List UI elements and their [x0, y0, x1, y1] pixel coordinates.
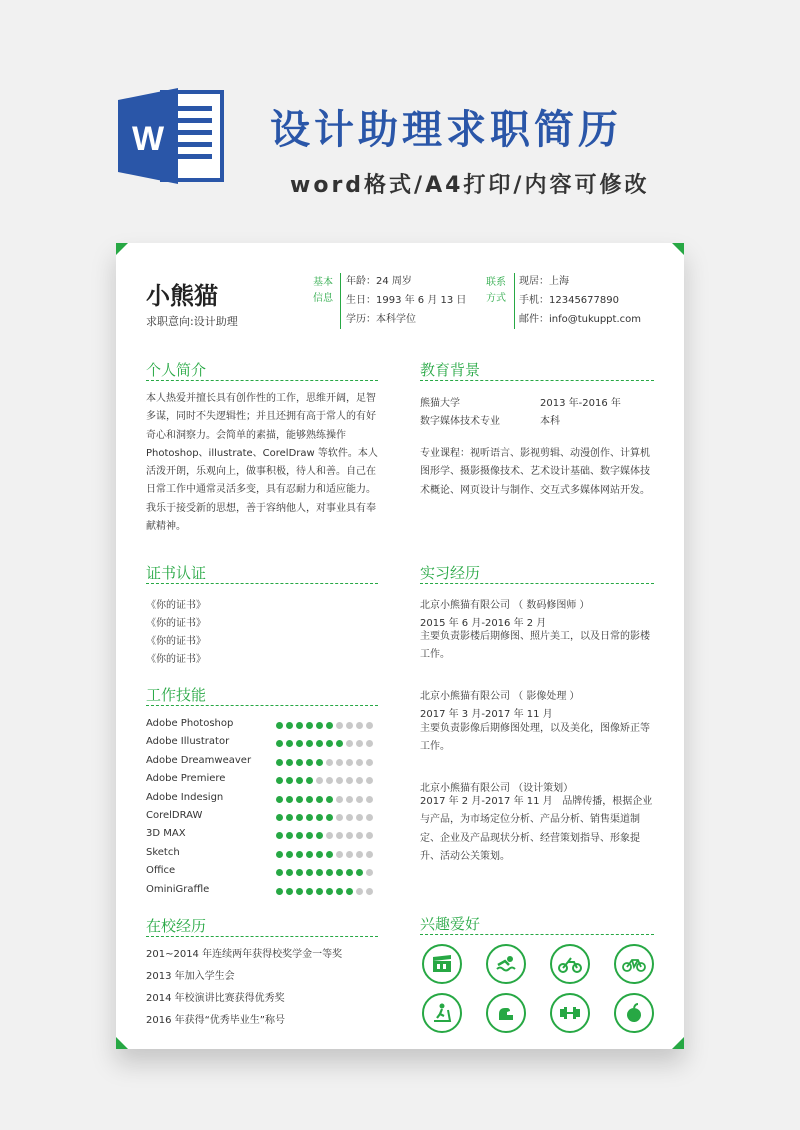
- skill-level-dot: [296, 888, 303, 895]
- skill-level-dot: [306, 851, 313, 858]
- candidate-name: 小熊猫: [146, 282, 218, 310]
- skill-level-dot: [306, 869, 313, 876]
- skill-level-dot: [316, 796, 323, 803]
- skill-level-dot: [366, 869, 373, 876]
- skill-level-dot: [326, 869, 333, 876]
- skill-level-dots: [276, 759, 373, 766]
- skill-level-dot: [356, 740, 363, 747]
- section-title-skills: 工作技能: [146, 686, 207, 704]
- treadmill-icon: [422, 993, 462, 1033]
- skill-level-dot: [286, 777, 293, 784]
- skill-level-dot: [276, 888, 283, 895]
- skill-level-dot: [346, 851, 353, 858]
- skill-level-dot: [336, 832, 343, 839]
- skill-name: Adobe Illustrator: [146, 736, 230, 748]
- skill-level-dot: [276, 869, 283, 876]
- cert-item: 《你的证书》: [146, 636, 206, 647]
- skill-level-dots: [276, 722, 373, 729]
- skill-level-dot: [316, 888, 323, 895]
- contact-tag: 联系 方式: [486, 277, 506, 304]
- skill-level-dot: [316, 869, 323, 876]
- skill-level-dot: [316, 722, 323, 729]
- section-divider: [420, 380, 654, 381]
- skill-level-dot: [346, 777, 353, 784]
- basic-info: 年龄：24 周岁 生日：1993 年 6 月 13 日 学历：本科学位: [346, 276, 467, 325]
- skill-name: Office: [146, 865, 176, 877]
- skill-level-dot: [356, 888, 363, 895]
- skill-level-dot: [286, 722, 293, 729]
- skill-level-dot: [326, 851, 333, 858]
- swimming-icon: [486, 944, 526, 984]
- divider: [340, 273, 341, 329]
- skill-level-dot: [366, 851, 373, 858]
- skill-level-dot: [306, 740, 313, 747]
- skill-name: Adobe Dreamweaver: [146, 754, 252, 766]
- skill-level-dot: [296, 777, 303, 784]
- skill-level-dot: [286, 888, 293, 895]
- motorbike-icon: [550, 944, 590, 984]
- skill-level-dot: [276, 740, 283, 747]
- skill-level-dot: [306, 832, 313, 839]
- skill-level-dot: [296, 740, 303, 747]
- bicycle-icon: [614, 944, 654, 984]
- intern-company: 北京小熊猫有限公司 （ 影像处理 ）: [420, 691, 580, 702]
- word-icon: [118, 88, 226, 184]
- skill-level-dot: [336, 722, 343, 729]
- skill-level-dot: [356, 796, 363, 803]
- skill-name: Adobe Premiere: [146, 773, 226, 785]
- weightlifting-icon: [486, 993, 526, 1033]
- skill-level-dots: [276, 869, 373, 876]
- section-divider: [146, 583, 378, 584]
- skill-level-dots: [276, 814, 373, 821]
- cert-item: 《你的证书》: [146, 618, 206, 629]
- apple-icon: [614, 993, 654, 1033]
- skill-level-dot: [346, 888, 353, 895]
- cert-item: 《你的证书》: [146, 654, 206, 665]
- section-divider: [146, 936, 378, 937]
- edu-major: 数字媒体技术专业: [420, 416, 500, 427]
- campus-item: 201~2014 年连续两年获得校奖学金一等奖: [146, 949, 343, 960]
- skill-level-dot: [356, 777, 363, 784]
- skill-level-dot: [356, 759, 363, 766]
- skill-level-dot: [276, 722, 283, 729]
- section-divider: [146, 705, 378, 706]
- skill-level-dot: [336, 851, 343, 858]
- job-intent: 求职意向:设计助理: [146, 315, 238, 328]
- campus-item: 2013 年加入学生会: [146, 971, 235, 982]
- campus-item: 2014 年校演讲比赛获得优秀奖: [146, 993, 285, 1004]
- skill-level-dot: [286, 796, 293, 803]
- skill-name: Adobe Photoshop: [146, 718, 234, 729]
- skill-level-dot: [356, 722, 363, 729]
- section-title-hobbies: 兴趣爱好: [420, 915, 481, 933]
- skill-name: Adobe Indesign: [146, 791, 224, 803]
- skill-level-dot: [356, 869, 363, 876]
- skill-name: 3D MAX: [146, 828, 186, 840]
- skill-level-dots: [276, 851, 373, 858]
- skill-level-dot: [366, 777, 373, 784]
- skill-level-dot: [316, 832, 323, 839]
- skill-level-dot: [296, 796, 303, 803]
- skill-level-dot: [296, 722, 303, 729]
- skill-level-dots: [276, 796, 373, 803]
- svg-text:W: W: [131, 120, 165, 158]
- section-divider: [420, 934, 654, 935]
- skill-level-dot: [306, 888, 313, 895]
- cert-item: 《你的证书》: [146, 600, 206, 611]
- skill-level-dot: [276, 759, 283, 766]
- skill-level-dot: [366, 740, 373, 747]
- skill-level-dot: [306, 759, 313, 766]
- section-title-campus: 在校经历: [146, 917, 207, 935]
- skill-level-dot: [316, 759, 323, 766]
- skill-level-dots: [276, 777, 373, 784]
- skill-level-dot: [316, 777, 323, 784]
- skill-level-dot: [326, 888, 333, 895]
- skill-level-dot: [316, 814, 323, 821]
- intern-desc: 主要负责影楼后期修图、照片美工，以及日常的影楼工作。: [420, 631, 650, 661]
- skill-level-dot: [276, 814, 283, 821]
- intern-desc: 2017 年 2 月-2017 年 11 月 品牌传播，根据企业与产品，为市场定位分析、产品分析、销售渠道制定、企业及产品现状分析、经营策划指导、形象提升、活动公关策划。: [420, 796, 653, 862]
- edu-courses: 专业课程：视听语言、影视剪辑、动漫创作、计算机图形学、摄影摄像技术、艺术设计基础、数字媒体技术概论、网页设计与制作、交互式多媒体网站开发。: [420, 448, 650, 496]
- skill-level-dot: [336, 740, 343, 747]
- skill-level-dot: [346, 722, 353, 729]
- skill-level-dot: [276, 851, 283, 858]
- intern-company: 北京小熊猫有限公司 （ 数码修图师 ）: [420, 600, 590, 611]
- skill-level-dots: [276, 832, 373, 839]
- divider: [514, 273, 515, 329]
- skill-level-dot: [346, 796, 353, 803]
- skill-level-dot: [336, 814, 343, 821]
- skill-level-dot: [296, 814, 303, 821]
- skill-level-dot: [326, 722, 333, 729]
- skill-level-dot: [346, 759, 353, 766]
- intern-period: 2017 年 3 月-2017 年 11 月: [420, 709, 553, 720]
- skill-level-dot: [346, 869, 353, 876]
- movie-clapper-icon: [422, 944, 462, 984]
- section-title-education: 教育背景: [420, 361, 481, 379]
- skill-level-dot: [286, 832, 293, 839]
- intern-desc: 主要负责影像后期修图处理，以及美化，图像矫正等工作。: [420, 723, 650, 753]
- skill-level-dot: [346, 832, 353, 839]
- skill-level-dot: [306, 796, 313, 803]
- banner-title: 设计助理求职简历: [270, 107, 622, 153]
- section-title-internship: 实习经历: [420, 564, 481, 582]
- skill-level-dot: [366, 832, 373, 839]
- corner-decoration: [116, 243, 128, 255]
- skill-name: OminiGraffle: [146, 883, 210, 895]
- corner-decoration: [672, 243, 684, 255]
- section-title-certs: 证书认证: [146, 564, 207, 582]
- campus-item: 2016 年获得“优秀毕业生”称号: [146, 1015, 285, 1026]
- skill-level-dot: [276, 796, 283, 803]
- skill-level-dot: [286, 740, 293, 747]
- skill-level-dot: [286, 814, 293, 821]
- skill-level-dot: [366, 888, 373, 895]
- skill-level-dots: [276, 740, 373, 747]
- skill-level-dot: [366, 814, 373, 821]
- skill-level-dot: [366, 759, 373, 766]
- skill-level-dot: [326, 740, 333, 747]
- skill-level-dot: [276, 777, 283, 784]
- skill-level-dot: [306, 814, 313, 821]
- basic-info-tag: 基本 信息: [313, 277, 333, 304]
- skill-level-dot: [336, 796, 343, 803]
- skill-level-dot: [336, 869, 343, 876]
- skill-level-dot: [356, 851, 363, 858]
- skill-level-dot: [346, 814, 353, 821]
- skill-level-dot: [336, 759, 343, 766]
- resume-page: [116, 243, 684, 1049]
- skill-level-dot: [306, 777, 313, 784]
- skill-level-dot: [326, 814, 333, 821]
- skill-level-dot: [356, 814, 363, 821]
- skill-name: CorelDRAW: [146, 810, 203, 821]
- skill-level-dot: [316, 851, 323, 858]
- skill-level-dot: [306, 722, 313, 729]
- skill-level-dot: [336, 777, 343, 784]
- edu-period: 2013 年-2016 年: [540, 398, 621, 409]
- skill-level-dot: [366, 722, 373, 729]
- skill-level-dot: [296, 869, 303, 876]
- skill-level-dot: [326, 777, 333, 784]
- skill-level-dot: [326, 832, 333, 839]
- skill-level-dot: [366, 796, 373, 803]
- intern-company: 北京小熊猫有限公司 （设计策划）: [420, 783, 574, 794]
- skill-level-dot: [286, 759, 293, 766]
- skill-level-dot: [316, 740, 323, 747]
- corner-decoration: [672, 1037, 684, 1049]
- skill-level-dot: [286, 851, 293, 858]
- skill-name: Sketch: [146, 846, 180, 858]
- skill-level-dot: [296, 832, 303, 839]
- corner-decoration: [116, 1037, 128, 1049]
- skill-level-dot: [296, 851, 303, 858]
- profile-text: 本人热爱并擅长具有创作性的工作，思维开阔，足智多谋，同时不失逻辑性；并且还拥有高于常人的有好奇心和洞察力。会简单的素描，能够熟练操作Photoshop、illustrate、CorelDraw 等软件。本人活泼开朗，乐观向上，做事积极，待人和善。自己在日常工作中通常灵活多变，具有忍耐力和适应能力。我乐于接受新的思想，善于容纳他人，对事业具有奉献精神。: [146, 393, 378, 533]
- skill-level-dot: [346, 740, 353, 747]
- skill-level-dot: [276, 832, 283, 839]
- intern-period: 2015 年 6 月-2016 年 2 月: [420, 618, 547, 629]
- section-divider: [146, 380, 378, 381]
- edu-degree: 本科: [540, 416, 560, 427]
- skill-level-dot: [336, 888, 343, 895]
- section-divider: [420, 583, 654, 584]
- edu-school: 熊猫大学: [420, 398, 460, 409]
- skill-level-dot: [296, 759, 303, 766]
- skill-level-dot: [356, 832, 363, 839]
- skill-level-dot: [286, 869, 293, 876]
- skill-level-dot: [326, 759, 333, 766]
- skill-level-dot: [326, 796, 333, 803]
- dumbbell-icon: [550, 993, 590, 1033]
- banner-subtitle: word格式/A4打印/内容可修改: [290, 173, 650, 198]
- skill-level-dots: [276, 888, 373, 895]
- contact-info: 现居：上海 手机：12345677890 邮件：info@tukuppt.com: [519, 276, 641, 325]
- section-title-profile: 个人简介: [146, 361, 207, 379]
